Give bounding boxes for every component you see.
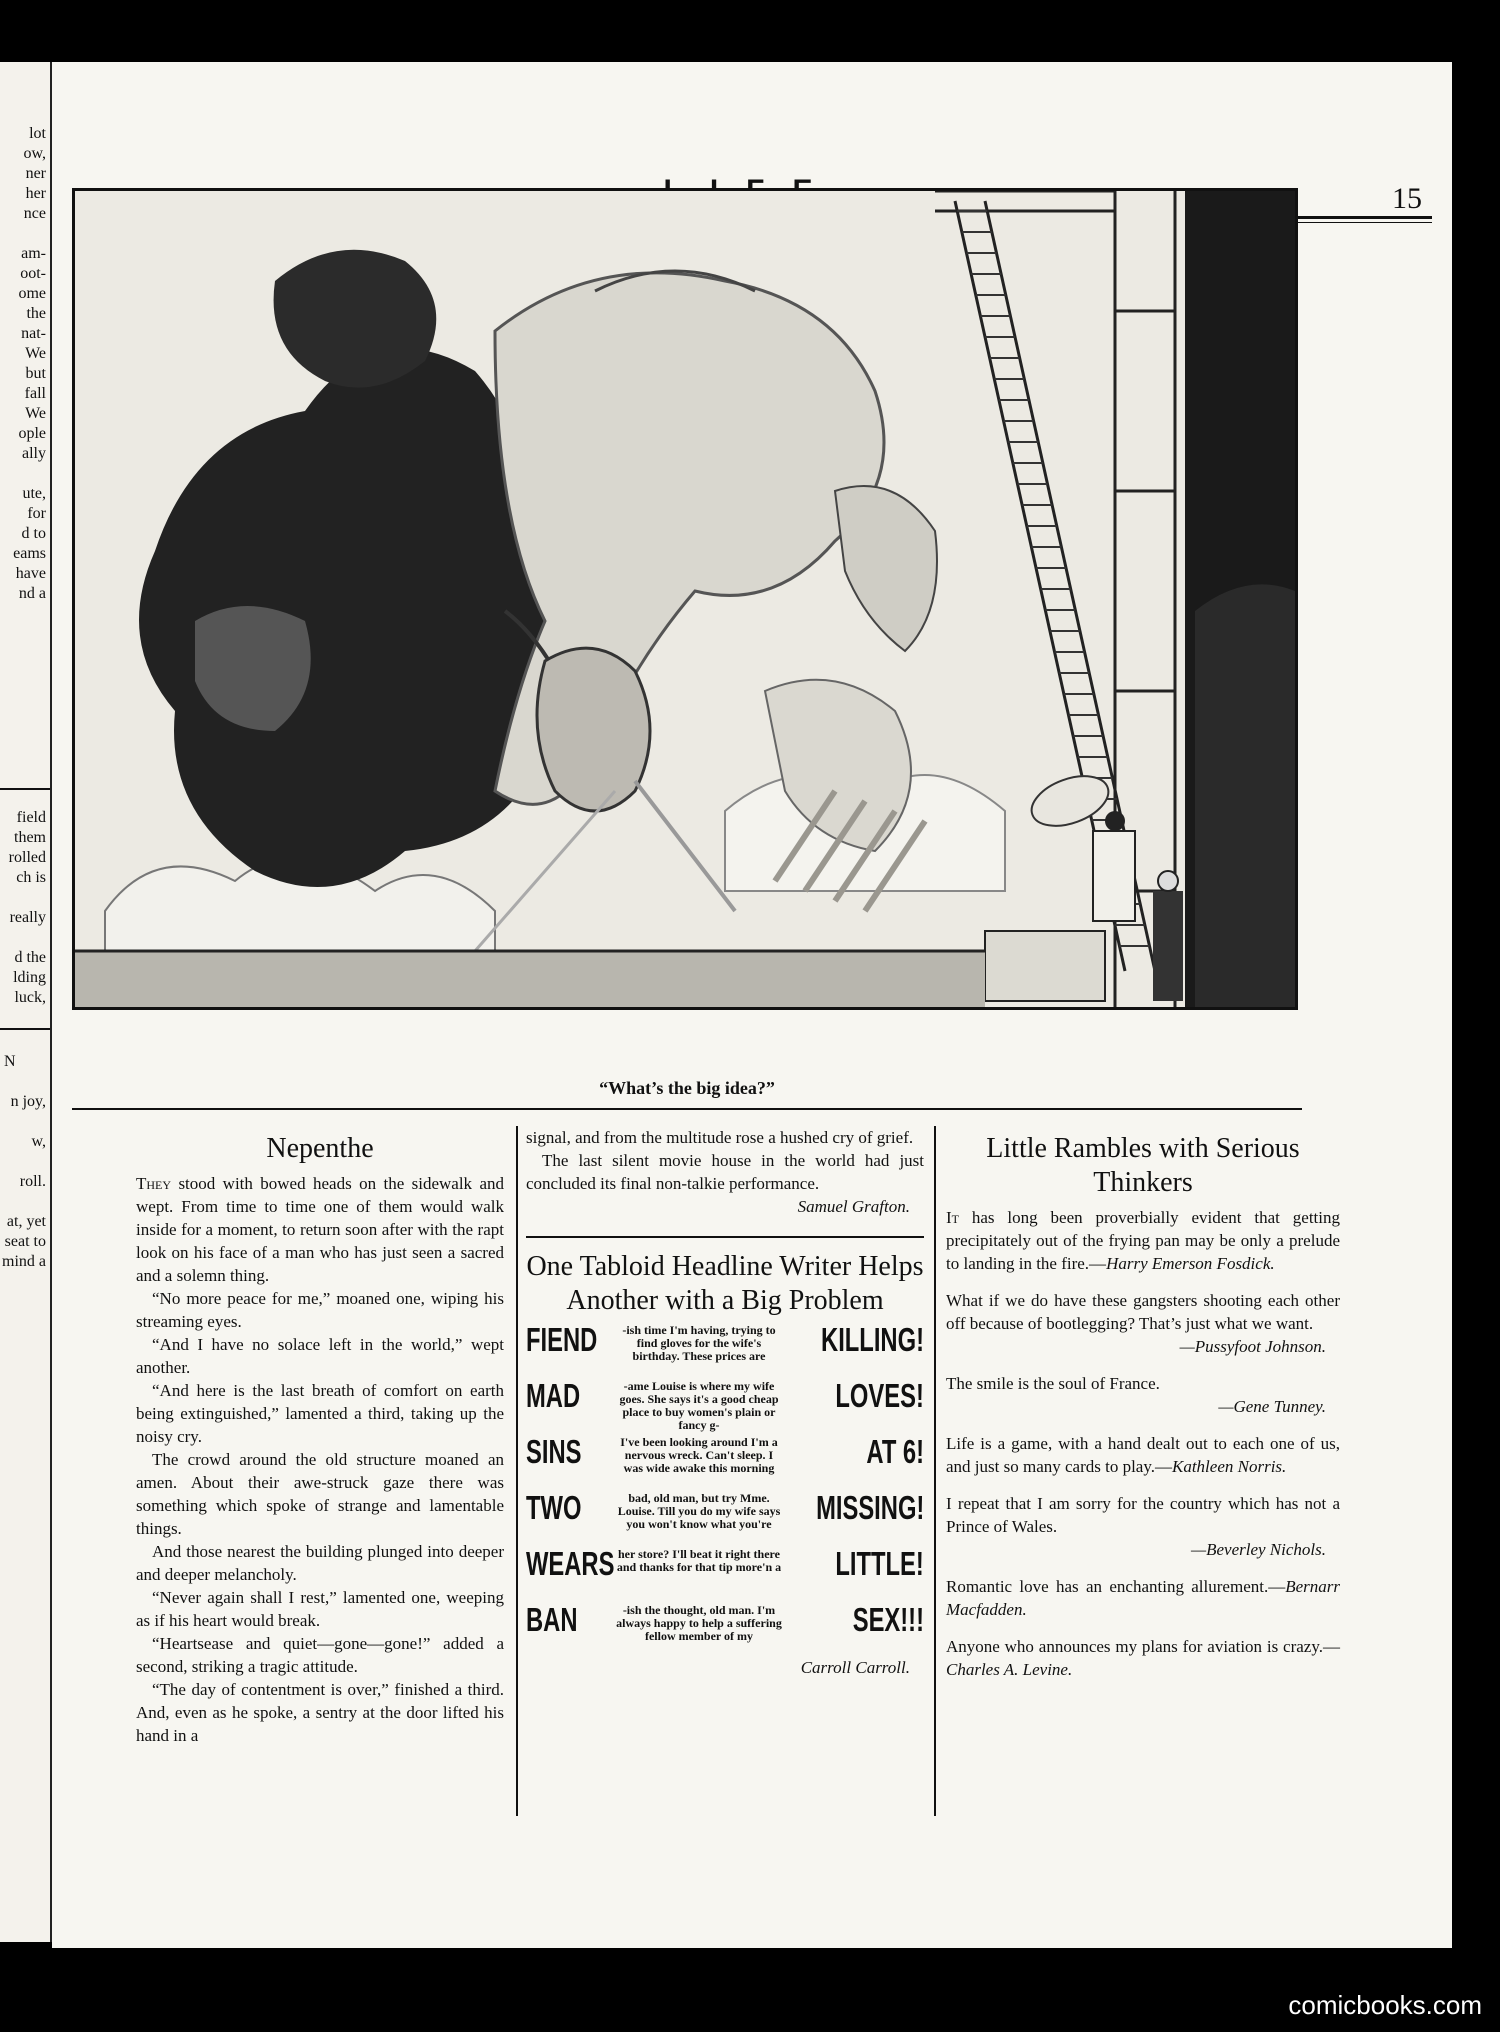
rambles-quote [946, 1206, 1340, 1275]
tabloid-row [526, 1601, 924, 1656]
nepenthe-paragraph: “Heartsease and quiet—gone—gone!” added a second, striking a tragic attitude. [136, 1634, 504, 1676]
quote-body: Life is a game, with a hand dealt out to each one of us, and just so many cards to play.— [946, 1434, 1340, 1476]
margin-fragment: ow, [23, 145, 46, 162]
tabloid-middle-text: -ish time I'm having, trying to find gloves for the wife's birthday. These prices are [622, 1323, 776, 1363]
quote-attribution: Kathleen Norris. [1172, 1457, 1287, 1476]
quote-attribution: —Beverley Nichols. [1190, 1540, 1326, 1559]
margin-fragment: really [9, 909, 46, 926]
nepenthe-paragraph: “The day of contentment is over,” finished a third. And, even as he spoke, a sentry at the door lifted his hand in a [136, 1680, 504, 1745]
nepenthe-paragraph: “No more peace for me,” moaned one, wiping his streaming eyes. [136, 1289, 504, 1331]
tabloid-middle-text: -ame Louise is where my wife goes. She says it's a good cheap place to buy women's plain or fancy g- [619, 1379, 779, 1432]
quote-body: Anyone who announces my plans for aviation is crazy.— [946, 1637, 1340, 1656]
quote-body: The smile is the soul of France. [946, 1374, 1160, 1393]
margin-fragment: ople [18, 425, 46, 442]
nepenthe-paragraph: The last silent movie house in the world had just concluded its final non-talkie performance. [526, 1151, 924, 1193]
tabloid-right-word: SEX!!! [852, 1601, 924, 1638]
section-rule [526, 1236, 924, 1238]
rambles-quote [946, 1372, 1340, 1418]
nepenthe-signature: Samuel Grafton. [797, 1197, 910, 1216]
nepenthe-title: Nepenthe [266, 1133, 374, 1164]
quote-body: What if we do have these gangsters shooting each other off because of bootlegging? That’s just what we want. [946, 1291, 1340, 1333]
tabloid-left-word: FIEND [526, 1321, 598, 1358]
tabloid-row [526, 1321, 924, 1376]
margin-fragment: d to [21, 525, 46, 542]
margin-fragment: d the [14, 949, 46, 966]
tabloid-right-word: AT 6! [866, 1433, 924, 1470]
tabloid-right-word: KILLING! [821, 1321, 924, 1358]
margin-fragment: seat to [4, 1233, 46, 1250]
quote-body: Romantic love has an enchanting allurement.— [946, 1577, 1286, 1596]
margin-rule [0, 788, 50, 790]
tabloid-right-word: LOVES! [835, 1377, 924, 1414]
column-rule [516, 1126, 518, 1816]
nepenthe-column [136, 1132, 504, 1747]
nepenthe-paragraph: stood with bowed heads on the sidewalk and wept. From time to time one of them would walk inside for a moment, to return soon after with the rapt look on his face of a man who has just seen a sacred and a solemn thing. [136, 1174, 504, 1285]
margin-fragment: ute, [22, 485, 46, 502]
tabloid-middle-text: -ish the thought, old man. I'm always happy to help a suffering fellow member of my [616, 1603, 782, 1643]
margin-fragment: rolled [8, 849, 46, 866]
rambles-quote [946, 1575, 1340, 1621]
tabloid-left-word: TWO [526, 1489, 582, 1526]
rambles-quote [946, 1432, 1340, 1478]
tabloid-row [526, 1489, 924, 1544]
margin-fragment: nce [23, 205, 46, 222]
nepenthe-lead-word: They [136, 1174, 172, 1193]
tabloid-row [526, 1545, 924, 1600]
quote-attribution: —Gene Tunney. [1218, 1397, 1326, 1416]
tabloid-left-word: WEARS [526, 1545, 615, 1582]
margin-fragment: the [26, 305, 46, 322]
margin-fragment: ally [22, 445, 46, 462]
quote-attribution: —Pussyfoot Johnson. [1179, 1337, 1326, 1356]
tabloid-left-word: SINS [526, 1433, 582, 1470]
middle-column [526, 1126, 924, 1679]
tabloid-title: One Tabloid Headline Writer Helps Another with a Big Problem [526, 1251, 924, 1316]
margin-fragment: for [27, 505, 46, 522]
margin-fragment: them [14, 829, 46, 846]
column-rule [934, 1126, 936, 1816]
quote-text [946, 1575, 1340, 1621]
cartoon-illustration [72, 188, 1298, 1010]
quote-text [946, 1635, 1340, 1681]
rambles-quotes [946, 1206, 1340, 1681]
margin-fragment: eams [13, 545, 46, 562]
tabloid-middle-text: her store? I'll beat it right there and thanks for that tip more'n a [616, 1547, 782, 1574]
tabloid-left-word: MAD [526, 1377, 581, 1414]
margin-fragment: ome [18, 285, 46, 302]
tabloid-left-word: BAN [526, 1601, 578, 1638]
margin-fragment: nat- [21, 325, 46, 342]
quote-text [946, 1289, 1340, 1335]
nepenthe-paragraph: “And I have no solace left in the world,” wept another. [136, 1335, 504, 1377]
margin-fragment: have [15, 565, 46, 582]
margin-fragment: am- [21, 245, 46, 262]
quote-attribution: Charles A. Levine. [946, 1660, 1073, 1679]
margin-fragment-n: N [4, 1053, 16, 1070]
quote-body: I repeat that I am sorry for the country which has not a Prince of Wales. [946, 1494, 1340, 1536]
tabloid-right-word: MISSING! [815, 1489, 924, 1526]
margin-fragment: nd a [18, 585, 46, 602]
nepenthe-paragraph: “And here is the last breath of comfort on earth being extinguished,” lamented a third, taking up the noisy cry. [136, 1381, 504, 1446]
quote-text [946, 1492, 1340, 1538]
margin-fragment: w, [31, 1133, 46, 1150]
tabloid-headlines [526, 1321, 924, 1656]
margin-fragment: fall [24, 385, 46, 402]
margin-fragment: her [25, 185, 46, 202]
margin-fragment: but [25, 365, 46, 382]
margin-fragment: field [16, 809, 46, 826]
margin-rule [0, 1028, 50, 1030]
tabloid-signature: Carroll Carroll. [800, 1658, 910, 1677]
rambles-quote [946, 1635, 1340, 1681]
quote-text [946, 1372, 1340, 1395]
rambles-quote [946, 1492, 1340, 1561]
margin-fragment: ner [25, 165, 46, 182]
margin-fragment: oot- [20, 265, 46, 282]
margin-fragment: We [25, 345, 46, 362]
tabloid-row [526, 1377, 924, 1432]
margin-fragment: n joy, [10, 1093, 46, 1110]
quote-text [946, 1432, 1340, 1478]
cartoon-caption: “What’s the big idea?” [599, 1078, 775, 1098]
rambles-column [946, 1132, 1340, 1681]
tabloid-right-word: LITTLE! [835, 1545, 924, 1582]
margin-fragment: ch is [16, 869, 46, 886]
margin-fragment: We [25, 405, 46, 422]
section-rule [72, 1108, 1302, 1110]
nepenthe-continuation: signal, and from the multitude rose a hushed cry of grief. [526, 1128, 914, 1147]
quote-attribution: Bernarr Macfadden. [946, 1577, 1340, 1619]
nepenthe-paragraph: “Never again shall I rest,” lamented one, weeping as if his heart would break. [136, 1588, 504, 1630]
quote-body: has long been proverbially evident that getting precipitately out of the frying pan may be only a prelude to landing in the fire.— [946, 1208, 1340, 1273]
margin-fragment: lot [29, 125, 46, 142]
margin-fragment: mind a [2, 1253, 46, 1270]
nepenthe-paragraph: The crowd around the old structure moaned an amen. About their awe-struck gaze there was something which spoke of strange and lamentable things. [136, 1450, 504, 1538]
quote-attribution: Harry Emerson Fosdick. [1106, 1254, 1275, 1273]
margin-fragment: lding [13, 969, 46, 986]
quote-lead-word: It [946, 1208, 959, 1227]
page-number: 15 [1392, 182, 1422, 215]
magazine-page [52, 62, 1452, 1948]
watermark: comicbooks.com [1288, 1990, 1482, 2020]
quote-text [946, 1206, 1340, 1275]
previous-page-edge [0, 62, 53, 1942]
margin-fragment: luck, [14, 989, 46, 1006]
rambles-quote [946, 1289, 1340, 1358]
rambles-title: Little Rambles with Serious Thinkers [986, 1133, 1300, 1198]
tabloid-middle-text: I've been looking around I'm a nervous wreck. Can't sleep. I was wide awake this morning [620, 1435, 778, 1475]
margin-fragment: at, yet [6, 1213, 46, 1230]
margin-fragment: roll. [19, 1173, 46, 1190]
nepenthe-paragraph: And those nearest the building plunged into deeper and deeper melancholy. [136, 1542, 504, 1584]
cartoon-drawing [75, 191, 1295, 1007]
tabloid-middle-text: bad, old man, but try Mme. Louise. Till you do my wife says you won't know what you're [617, 1491, 781, 1531]
tabloid-row [526, 1433, 924, 1488]
